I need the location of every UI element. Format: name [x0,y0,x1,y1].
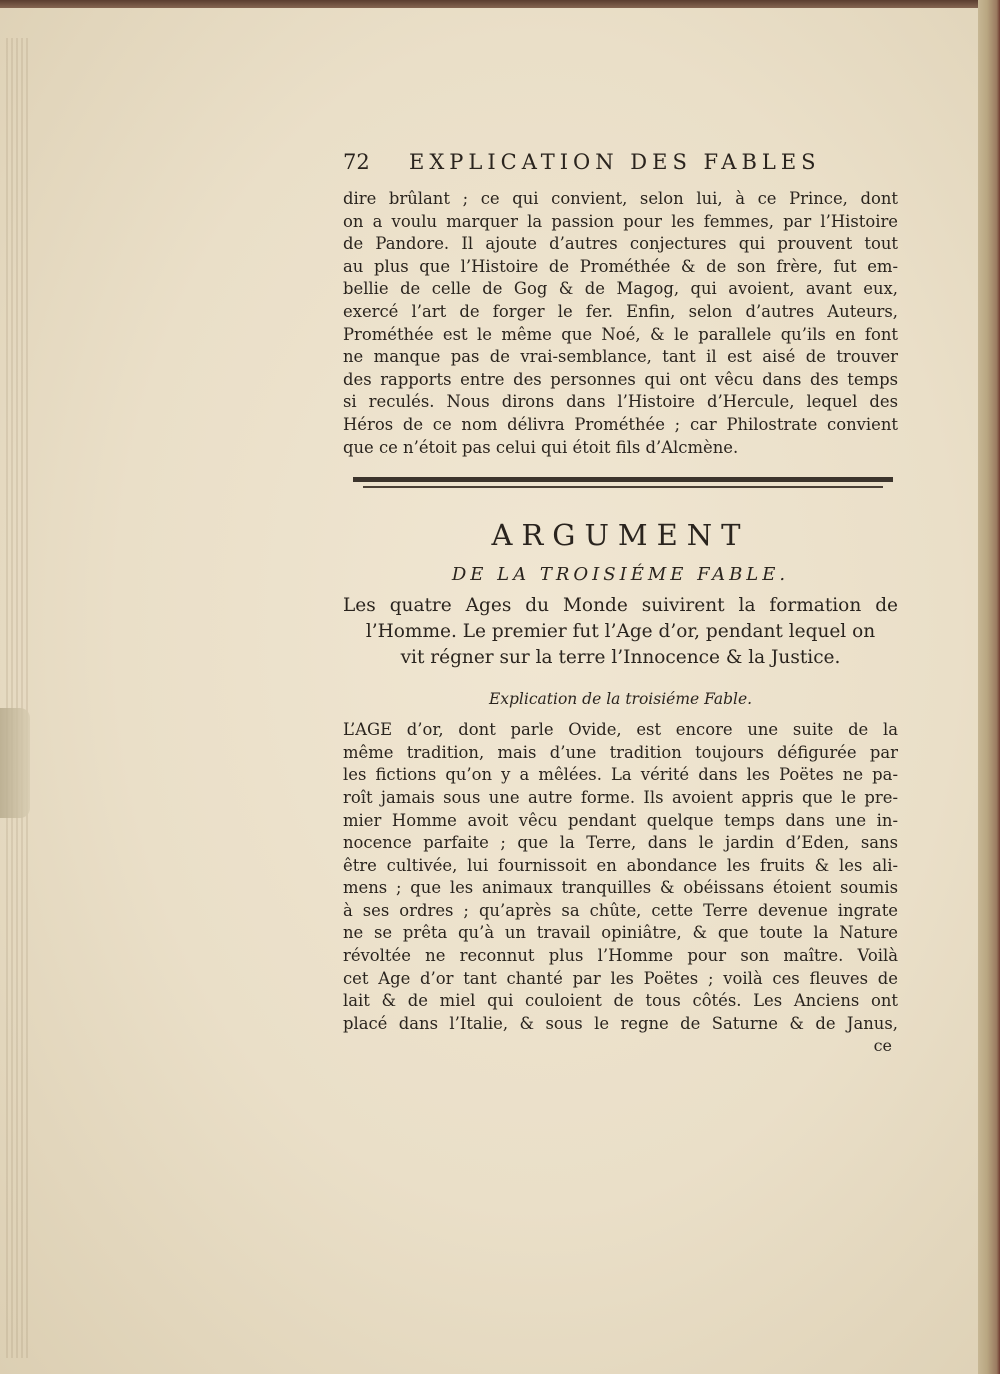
book-page [0,8,978,1374]
argument-line: vit régner sur la terre l’Innocence & la Justice. [400,647,841,669]
text-line: cet Age d’or tant chanté par les Poëtes ; voilà ces fleuves de [343,968,898,988]
argument-title: ARGUMENT [491,518,750,553]
catchword: ce [873,1036,892,1056]
text-line: placé dans l’Italie, & sous le regne de Saturne & de Janus, [343,1013,898,1033]
text-line: à ses ordres ; qu’après sa chûte, cette Terre devenue ingrate [343,900,898,920]
text-line: on a voulu marquer la passion pour les femmes, par l’Histoire [343,211,898,231]
text-line: si reculés. Nous dirons dans l’Histoire d’Hercule, lequel des [343,392,898,412]
text-line: Prométhée est le même que Noé, & le parallele qu’ils en font [343,324,898,344]
text-line: que ce n’étoit pas celui qui étoit fils d’Alcmène. [343,437,739,457]
text-line: bellie de celle de Gog & de Magog, qui avoient, avant eux, [343,279,898,299]
argument-line: l’Homme. Le premier fut l’Age d’or, pendant lequel on [365,621,876,643]
ornamental-rule [343,459,898,511]
argument-line: Les quatre Ages du Monde suivirent la formation de [343,595,898,617]
text-line: au plus que l’Histoire de Prométhée & de son frère, fut em- [343,256,898,276]
running-title: EXPLICATION DES FABLES [409,150,821,174]
text-line: nocence parfaite ; que la Terre, dans le jardin d’Eden, sans [343,833,898,853]
paragraph-2 [343,719,898,1035]
text-line: être cultivée, lui fournissoit en abondance les fruits & les ali- [343,855,898,875]
text-line: mens ; que les animaux tranquilles & obéissans étoient soumis [343,878,898,898]
running-head [343,148,898,188]
text-line: Héros de ce nom délivra Prométhée ; car Philostrate convient [343,414,898,434]
explication-heading: Explication de la troisiéme Fable. [488,690,753,709]
text-line: ne manque pas de vrai-semblance, tant il est aisé de trouver [343,347,898,367]
text-line: de Pandore. Il ajoute d’autres conjectures qui prouvent tout [343,234,898,254]
text-line: révoltée ne reconnut plus l’Homme pour son maître. Voilà [343,946,898,966]
rule-thin [363,486,883,488]
page-tab-mark [0,708,30,818]
page-gutter [6,38,30,1358]
argument-subtitle: DE LA TROISIÉME FABLE. [451,564,790,586]
page-number: 72 [343,150,370,174]
page-content [343,148,898,1057]
text-line: lait & de miel qui couloient de tous côtés. Les Anciens ont [343,991,898,1011]
text-line: dire brûlant ; ce qui convient, selon lui, à ce Prince, dont [343,189,898,208]
argument-text [343,593,898,671]
text-line: mier Homme avoit vêcu pendant quelque temps dans une in- [343,810,898,830]
paragraph-1 [343,188,898,459]
text-line: ne se prêta qu’à un travail opiniâtre, & que toute la Nature [343,923,898,943]
text-line: L’AGE d’or, dont parle Ovide, est encore une suite de la [343,720,898,740]
text-line: même tradition, mais d’une tradition toujours défigurée par [343,742,898,762]
book-fore-edge [978,0,1000,1374]
text-line: exercé l’art de forger le fer. Enfin, selon d’autres Auteurs, [343,301,898,321]
text-line: les fictions qu’on y a mêlées. La vérité dans les Poëtes ne pa- [343,765,898,785]
text-line: roît jamais sous une autre forme. Ils avoient appris que le pre- [343,787,898,807]
text-line: des rapports entre des personnes qui ont vêcu dans des temps [343,369,898,389]
rule-thick [353,477,893,482]
